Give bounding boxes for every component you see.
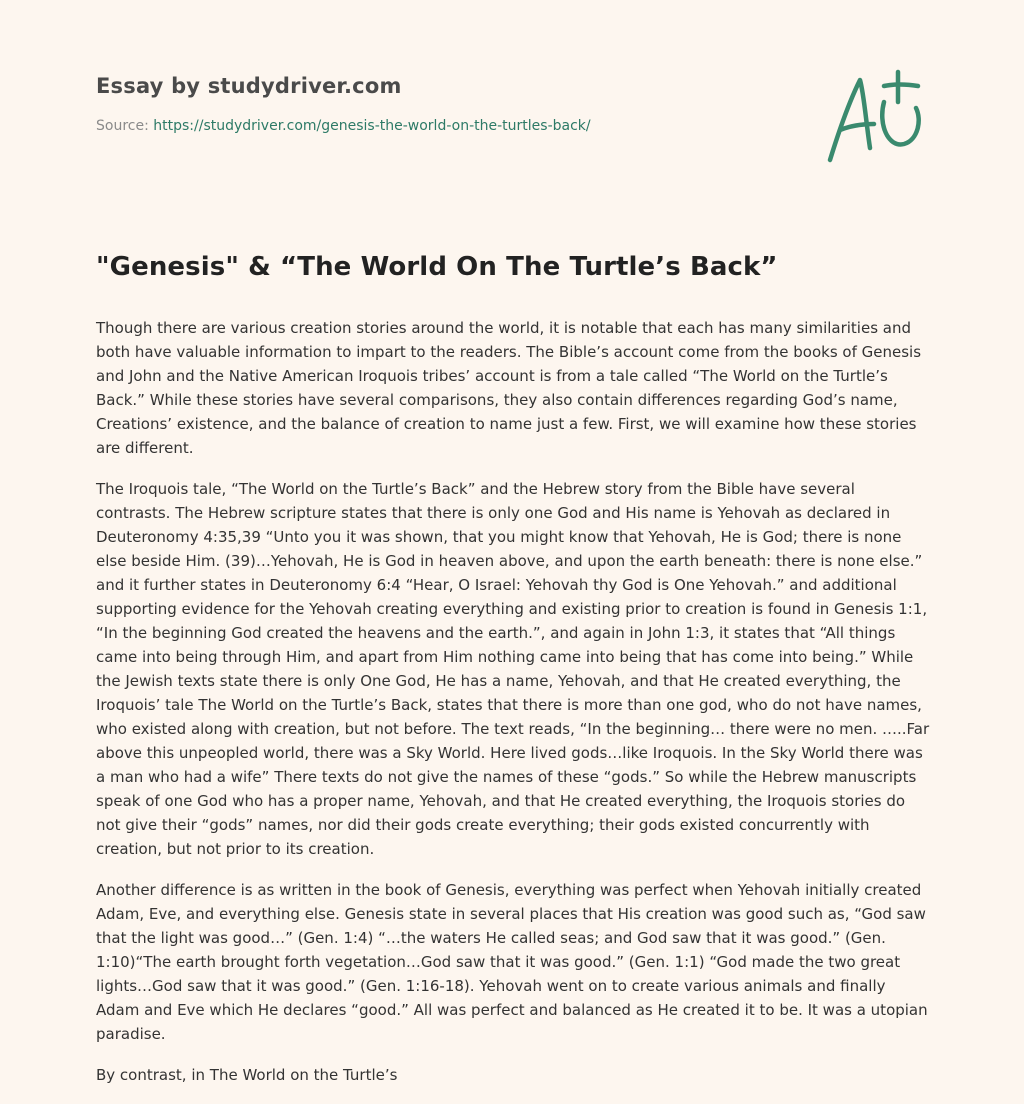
essay-title: "Genesis" & “The World On The Turtle’s Back” [96,252,778,282]
source-label: Source: [96,118,154,134]
paragraph: Though there are various creation stories around the world, it is notable that each has many similarities and both have valuable information to impart to the readers. The Bible’s account come from the books of Genesis and John and the Native American Iroquois tribes’ account is from a tale called “The World on the Turtle’s Back.” While these stories have several comparisons, they also contain differences regarding God’s name, Creations’ existence, and the balance of creation to name just a few. First, we will examine how these stories are different. [96,319,922,457]
site-brand: Essay by studydriver.com [96,74,402,98]
paragraph: The Iroquois tale, “The World on the Turtle’s Back” and the Hebrew story from the Bible have several contrasts. The Hebrew scripture states that there is only one God and His name is Yehovah as declared in Deuteronomy 4:35,39 “Unto you it was shown, that you might know that Yehovah, He is God; there is none else beside Him. (39)…Yehovah, He is God in heaven above, and upon the earth beneath: there is none else.” and it further states in Deuteronomy 6:4 “Hear, O Israel: Yehovah thy God is One Yehovah.” and additional supporting evidence for the Yehovah creating everything and existing prior to creation is found in Genesis 1:1, “In the beginning God created the heavens and the earth.”, and again in John 1:3, it states that “All things came into being through Him, and apart from Him nothing came into being that has come into being.” While the Jewish texts state there is only One God, He has a name, Yehovah, and that He created everything, the Iroquois’ tale The World on the Turtle’s Back, states that there is more than one god, who do not have names, who existed along with creation, but not before. The text reads, “In the beginning… there were no men. …..Far above this unpeopled world, there was a Sky World. Here lived gods…like Iroquois. In the Sky World there was a man who had a wife” There texts do not give the names of these “gods.” So while the Hebrew manuscripts speak of one God who has a proper name, Yehovah, and that He created everything, the Iroquois stories do not give their “gods” names, nor did their gods create everything; their gods existed concurrently with creation, but not prior to its creation. [96,480,930,858]
a-plus-logo-icon [818,64,930,168]
source-link[interactable]: https://studydriver.com/genesis-the-world-on-the-turtles-back/ [153,118,591,134]
a-plus-grade-logo [818,64,930,168]
paragraph: Another difference is as written in the book of Genesis, everything was perfect when Yehovah initially created Adam, Eve, and everything else. Genesis state in several places that His creation was good such as, “God saw that the light was good…” (Gen. 1:4) “…the waters He called seas; and God saw that it was good.” (Gen. 1:10)“The earth brought forth vegetation…God saw that it was good.” (Gen. 1:1) “God made the two great lights…God saw that it was good.” (Gen. 1:16-18). Yehovah went on to create various animals and finally Adam and Eve which He declares “good.” All was perfect and balanced as He created it to be. It was a utopian paradise. [96,881,928,1043]
source-line [96,118,796,134]
essay-body [96,316,932,1104]
page-header [96,74,796,134]
paragraph: By contrast, in The World on the Turtle’s [96,1066,398,1084]
